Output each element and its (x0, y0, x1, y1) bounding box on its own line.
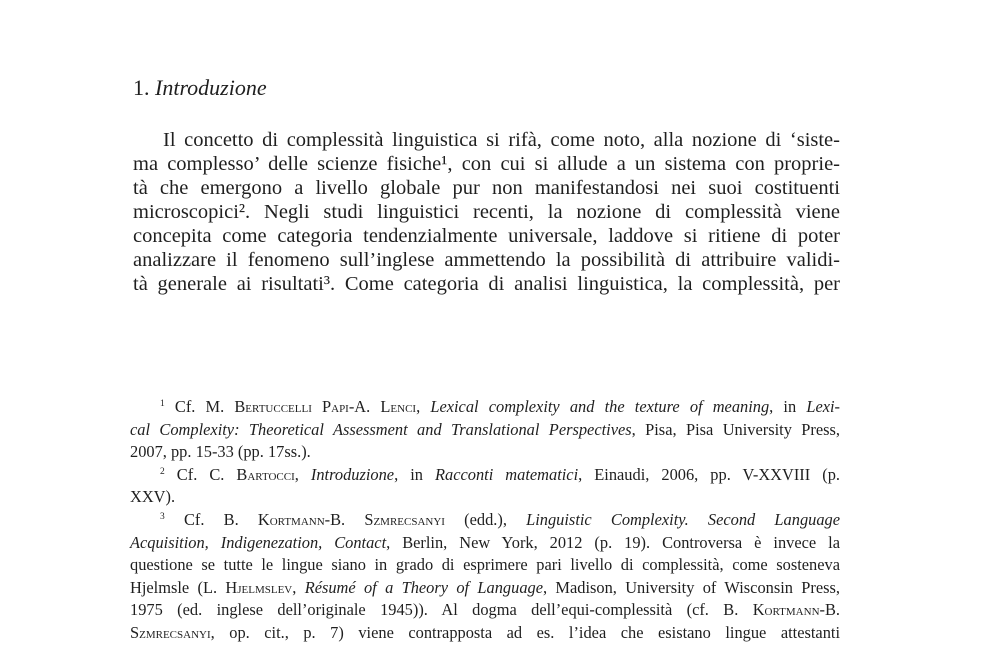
footnote-text: , in (769, 397, 807, 416)
footnote-2-line (130, 464, 840, 487)
footnote-title: Acquisition, Indigenezation, Contact (130, 532, 387, 552)
footnote-title: Résumé of a Theory of Language (304, 577, 543, 597)
footnote-author: Kortmann-B. (752, 600, 840, 620)
footnote-3-line (130, 622, 840, 645)
paragraph-line: concepita come categoria tendenzialmente universale, laddove si ritiene di poter (133, 225, 840, 247)
paragraph-line: Il concetto di complessità linguistica si rifà, come noto, alla nozione di ‘siste- (163, 129, 840, 151)
footnote-2-line: XXV). (130, 487, 176, 507)
footnote-3-line (130, 532, 840, 555)
footnote-mark: 3 (160, 511, 165, 522)
footnote-1-line (130, 419, 840, 442)
footnote-text: Hjelmsle (L. (130, 577, 226, 597)
footnote-title: cal Complexity: Theoretical Assessment and Translational Perspectives (130, 419, 632, 439)
footnote-mark: 1 (160, 399, 165, 409)
footnote-3-line (130, 599, 840, 622)
footnote-text: , (292, 577, 305, 597)
footnote-1-line: 2007, pp. 15-33 (pp. 17ss.). (130, 442, 311, 462)
footnote-title: Lexi- (806, 397, 841, 416)
footnote-text: , Pisa, Pisa University Press, (631, 419, 840, 439)
footnote-title: Introduzione (310, 464, 395, 484)
footnote-author: Kortmann-B. Szmrecsanyi (257, 509, 445, 529)
footnotes (130, 396, 840, 645)
footnote-author: Bartocci (236, 464, 295, 484)
section-number: 1. (133, 75, 150, 100)
footnote-3-line (130, 577, 840, 600)
footnote-3-line: questione se tutte le lingue siano in grado di esprimere pari livello di complessità, come sosteneva (130, 555, 840, 575)
footnote-text: , Einaudi, 2006, pp. V-XXVIII (p. (578, 464, 841, 484)
footnote-author: Bertuccelli Papi-A. Lenci (234, 397, 417, 416)
footnote-text: , (416, 397, 431, 416)
footnote-text: , (294, 464, 311, 484)
footnote-text: (edd.), (444, 509, 527, 529)
footnote-text: , Berlin, New York, 2012 (p. 19). Controversa è invece la (386, 532, 840, 552)
footnote-text: , op. cit., p. 7) viene contrapposta ad es. l’idea che esistano lingue attestanti (210, 622, 840, 642)
paragraph-line: tà che emergono a livello globale pur non manifestandosi nei suoi costituenti (133, 177, 840, 199)
footnote-text: , Madison, University of Wisconsin Press, (543, 577, 840, 597)
footnote-author: Szmrecsanyi (130, 622, 211, 642)
paragraph-line: analizzare il fenomeno sull’inglese ammettendo la possibilità di attribuire validi- (133, 249, 840, 271)
footnote-title: Linguistic Complexity. Second Language (526, 509, 840, 529)
footnote-text: Cf. M. (174, 397, 235, 416)
footnote-title: Racconti matematici (435, 464, 579, 484)
footnote-author: Hjelmslev (225, 577, 293, 597)
paragraph-line: tà generale ai risultati³. Come categoria di analisi linguistica, la complessità, per (133, 273, 840, 295)
footnote-text: Cf. B. (183, 509, 258, 529)
footnote-text: , in (394, 464, 436, 484)
paragraph-line: microscopici². Negli studi linguistici recenti, la nozione di complessità viene (133, 201, 840, 223)
footnote-title: Lexical complexity and the texture of meaning (430, 397, 770, 416)
body-paragraph (133, 128, 840, 296)
section-title: Introduzione (155, 75, 267, 100)
footnote-text: 1975 (ed. inglese dell’originale 1945)). Al dogma dell’equi-complessità (cf. B. (130, 600, 753, 620)
paragraph-line: ma complesso’ delle scienze fisiche¹, con cui si allude a un sistema con proprie- (133, 153, 840, 175)
footnote-text: Cf. C. (176, 464, 237, 484)
footnote-3-line (130, 509, 840, 532)
section-heading (133, 73, 267, 103)
footnote-1-line (130, 396, 840, 419)
footnote-mark: 2 (160, 466, 165, 477)
